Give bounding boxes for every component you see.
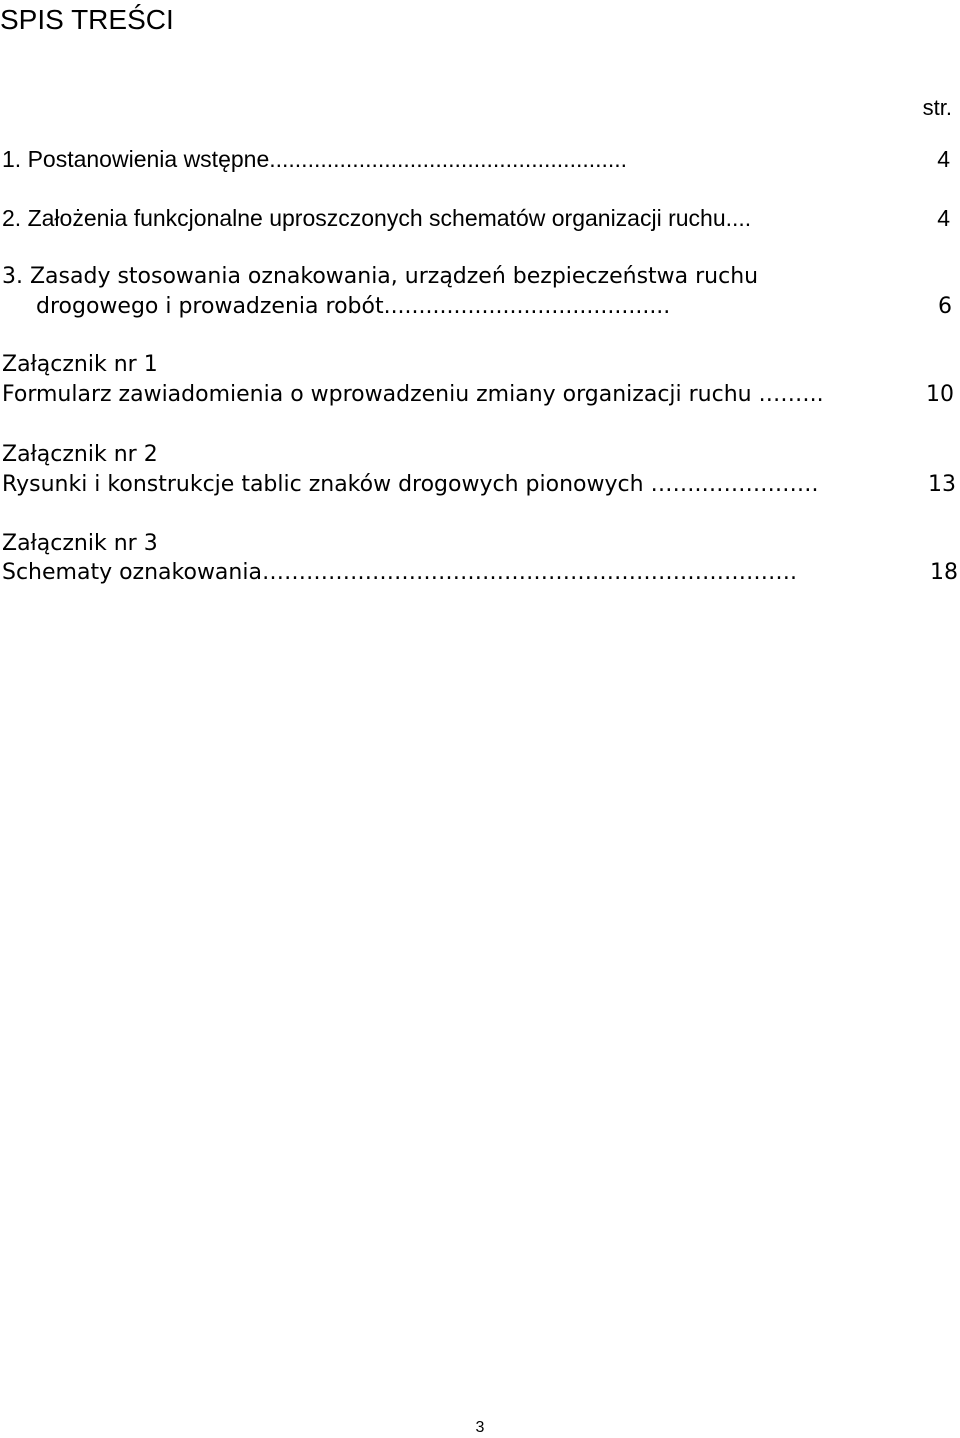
annex-heading: Załącznik nr 3	[2, 531, 158, 556]
annex-page: 13	[928, 472, 956, 497]
annex-title: Formularz zawiadomienia o wprowadzeniu zmiany organizacji ruchu .……..	[2, 382, 824, 407]
page-number: 3	[475, 1419, 485, 1436]
page-column-label: str.	[922, 95, 952, 120]
annex-page: 10	[926, 382, 954, 407]
toc-entry-text: 1. Postanowienia wstępne........................................................	[2, 146, 628, 172]
annex-heading: Załącznik nr 2	[2, 442, 158, 467]
toc-entry-text-line1: 3. Zasady stosowania oznakowania, urządzeń bezpieczeństwa ruchu	[2, 264, 759, 289]
toc-entry-page: 4	[937, 146, 950, 172]
toc-entry-text: 2. Założenia funkcjonalne uproszczonych schematów organizacji ruchu....	[2, 205, 752, 231]
toc-entry-page: 6	[938, 294, 952, 319]
annex-page: 18	[930, 560, 958, 585]
annex-title: Rysunki i konstrukcje tablic znaków drogowych pionowych …….…………….	[2, 472, 819, 497]
page-title: SPIS TREŚCI	[0, 4, 174, 35]
toc-entry-page: 4	[937, 205, 950, 231]
annex-title: Schematy oznakowania……………………………………………………………….	[2, 560, 797, 585]
toc-entry-text-line2: drogowego i prowadzenia robót.........................................	[36, 294, 671, 319]
annex-heading: Załącznik nr 1	[2, 352, 158, 377]
